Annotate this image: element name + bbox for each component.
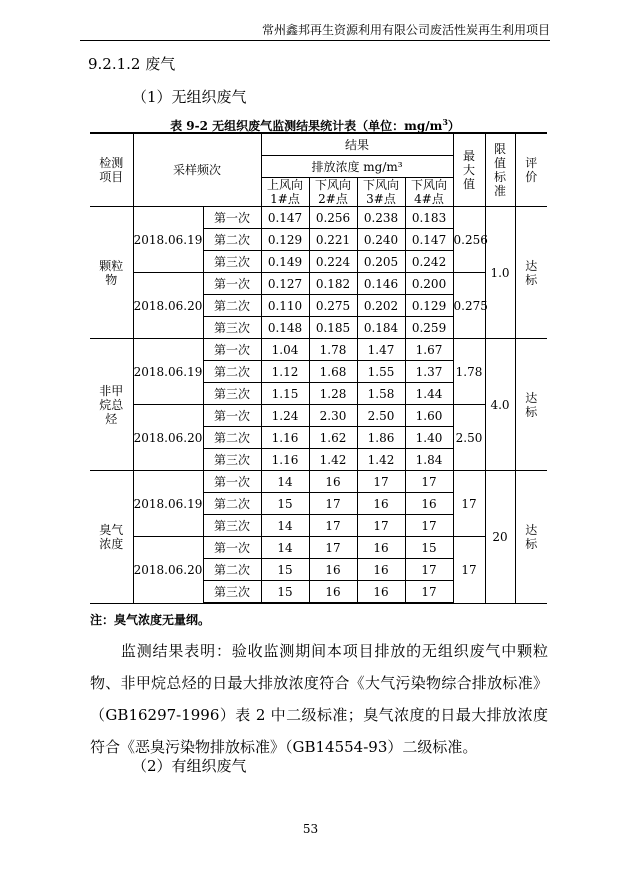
cell-frequency: 第二次 <box>203 559 261 581</box>
header-evaluation: 评价 <box>515 133 547 207</box>
cell-limit: 20 <box>485 471 515 604</box>
cell-value: 16 <box>309 559 357 581</box>
cell-value: 16 <box>309 471 357 493</box>
cell-limit: 1.0 <box>485 207 515 339</box>
section-title: 9.2.1.2 废气 <box>88 55 176 73</box>
cell-date: 2018.06.20 <box>133 405 203 471</box>
cell-value: 0.184 <box>357 317 405 339</box>
table-row <box>90 207 547 229</box>
table-row <box>90 273 547 295</box>
cell-value: 1.55 <box>357 361 405 383</box>
cell-frequency: 第二次 <box>203 493 261 515</box>
cell-value: 0.224 <box>309 251 357 273</box>
cell-value: 16 <box>405 493 453 515</box>
cell-item: 非甲烷总烃 <box>90 339 133 471</box>
cell-frequency: 第一次 <box>203 273 261 295</box>
cell-value: 0.110 <box>261 295 309 317</box>
cell-max: 0.275 <box>453 273 485 339</box>
cell-max: 17 <box>453 471 485 537</box>
cell-value: 0.259 <box>405 317 453 339</box>
cell-value: 1.37 <box>405 361 453 383</box>
cell-value: 0.183 <box>405 207 453 229</box>
cell-value: 16 <box>357 493 405 515</box>
header-point-2: 下风向2#点 <box>309 178 357 207</box>
cell-value: 0.129 <box>405 295 453 317</box>
page-number: 53 <box>302 822 319 836</box>
cell-value: 1.44 <box>405 383 453 405</box>
cell-frequency: 第三次 <box>203 317 261 339</box>
cell-date: 2018.06.20 <box>133 537 203 604</box>
cell-value: 1.47 <box>357 339 405 361</box>
page-header: 常州鑫邦再生资源利用有限公司废活性炭再生利用项目 <box>80 22 550 41</box>
cell-value: 0.148 <box>261 317 309 339</box>
cell-value: 0.202 <box>357 295 405 317</box>
cell-item: 臭气浓度 <box>90 471 133 604</box>
cell-max: 17 <box>453 537 485 604</box>
cell-value: 0.185 <box>309 317 357 339</box>
cell-frequency: 第三次 <box>203 383 261 405</box>
cell-value: 0.240 <box>357 229 405 251</box>
cell-value: 0.256 <box>309 207 357 229</box>
result-paragraph <box>90 635 548 763</box>
cell-date: 2018.06.20 <box>133 273 203 339</box>
header-max: 最大值 <box>453 133 485 207</box>
cell-value: 1.67 <box>405 339 453 361</box>
cell-value: 0.127 <box>261 273 309 295</box>
header-item: 检测项目 <box>90 133 133 207</box>
subsection-title-2: （2）有组织废气 <box>132 757 247 775</box>
cell-value: 0.147 <box>405 229 453 251</box>
cell-frequency: 第二次 <box>203 229 261 251</box>
cell-max: 0.256 <box>453 207 485 273</box>
cell-value: 0.275 <box>309 295 357 317</box>
cell-value: 0.182 <box>309 273 357 295</box>
cell-frequency: 第二次 <box>203 361 261 383</box>
cell-date: 2018.06.19 <box>133 207 203 273</box>
cell-value: 17 <box>309 493 357 515</box>
cell-value: 1.58 <box>357 383 405 405</box>
cell-value: 1.28 <box>309 383 357 405</box>
cell-value: 0.200 <box>405 273 453 295</box>
cell-frequency: 第三次 <box>203 449 261 471</box>
cell-value: 0.205 <box>357 251 405 273</box>
cell-item: 颗粒物 <box>90 207 133 339</box>
cell-value: 0.146 <box>357 273 405 295</box>
cell-frequency: 第三次 <box>203 251 261 273</box>
cell-value: 15 <box>261 493 309 515</box>
table-note: 注：臭气浓度无量纲。 <box>90 613 211 627</box>
cell-value: 17 <box>405 471 453 493</box>
cell-frequency: 第三次 <box>203 515 261 537</box>
cell-value: 17 <box>357 471 405 493</box>
cell-value: 1.15 <box>261 383 309 405</box>
cell-value: 1.84 <box>405 449 453 471</box>
cell-value: 15 <box>261 559 309 581</box>
cell-max: 2.50 <box>453 405 485 471</box>
table-row <box>90 405 547 427</box>
cell-date: 2018.06.19 <box>133 471 203 537</box>
cell-value: 1.86 <box>357 427 405 449</box>
cell-evaluation: 达标 <box>515 471 547 604</box>
cell-evaluation: 达标 <box>515 339 547 471</box>
cell-frequency: 第一次 <box>203 207 261 229</box>
cell-value: 16 <box>357 581 405 604</box>
header-frequency: 采样频次 <box>133 133 261 207</box>
cell-value: 17 <box>309 515 357 537</box>
cell-frequency: 第二次 <box>203 295 261 317</box>
table-row <box>90 471 547 493</box>
table-caption-prefix: 表 9-2 无组织废气监测结果统计表（单位：mg/m <box>170 119 443 133</box>
cell-value: 1.42 <box>309 449 357 471</box>
cell-frequency: 第一次 <box>203 405 261 427</box>
cell-value: 15 <box>405 537 453 559</box>
cell-value: 1.16 <box>261 449 309 471</box>
header-concentration: 排放浓度 mg/m³ <box>261 156 453 178</box>
cell-value: 14 <box>261 471 309 493</box>
cell-value: 0.242 <box>405 251 453 273</box>
cell-frequency: 第一次 <box>203 537 261 559</box>
cell-value: 1.12 <box>261 361 309 383</box>
header-point-1: 上风向1#点 <box>261 178 309 207</box>
result-paragraph-text: 监测结果表明：验收监测期间本项目排放的无组织废气中颗粒物、非甲烷总烃的日最大排放浓度符合《大气污染物综合排放标准》（GB16297-1996）表 2 中二级标准；臭气浓度的日最大排放浓度符合《恶臭污染物排放标准》（GB14554-93）二级标准。 <box>90 642 548 756</box>
cell-value: 0.129 <box>261 229 309 251</box>
cell-value: 14 <box>261 537 309 559</box>
cell-value: 17 <box>309 537 357 559</box>
cell-value: 1.62 <box>309 427 357 449</box>
cell-max: 1.78 <box>453 339 485 405</box>
cell-value: 0.147 <box>261 207 309 229</box>
table-caption-sup: 3 <box>442 117 448 127</box>
cell-evaluation: 达标 <box>515 207 547 339</box>
cell-value: 17 <box>405 559 453 581</box>
cell-value: 2.50 <box>357 405 405 427</box>
cell-frequency: 第一次 <box>203 339 261 361</box>
cell-frequency: 第三次 <box>203 581 261 604</box>
cell-value: 1.24 <box>261 405 309 427</box>
cell-frequency: 第二次 <box>203 427 261 449</box>
cell-value: 1.16 <box>261 427 309 449</box>
cell-value: 15 <box>261 581 309 604</box>
cell-date: 2018.06.19 <box>133 339 203 405</box>
cell-value: 16 <box>357 559 405 581</box>
cell-value: 16 <box>357 537 405 559</box>
header-result: 结果 <box>261 133 453 156</box>
cell-limit: 4.0 <box>485 339 515 471</box>
cell-value: 0.221 <box>309 229 357 251</box>
header-point-4: 下风向4#点 <box>405 178 453 207</box>
cell-value: 1.78 <box>309 339 357 361</box>
header-point-3: 下风向3#点 <box>357 178 405 207</box>
cell-value: 1.60 <box>405 405 453 427</box>
table-caption-suffix: ） <box>447 119 460 133</box>
table-row <box>90 537 547 559</box>
cell-value: 0.238 <box>357 207 405 229</box>
header-limit: 限值标准 <box>485 133 515 207</box>
cell-value: 1.68 <box>309 361 357 383</box>
cell-value: 1.40 <box>405 427 453 449</box>
cell-value: 14 <box>261 515 309 537</box>
cell-value: 1.04 <box>261 339 309 361</box>
cell-value: 1.42 <box>357 449 405 471</box>
cell-value: 0.149 <box>261 251 309 273</box>
cell-frequency: 第一次 <box>203 471 261 493</box>
cell-value: 17 <box>405 581 453 604</box>
cell-value: 2.30 <box>309 405 357 427</box>
cell-value: 17 <box>405 515 453 537</box>
cell-value: 16 <box>309 581 357 604</box>
subsection-title-1: （1）无组织废气 <box>132 88 247 106</box>
monitoring-table <box>90 132 547 604</box>
table-row <box>90 339 547 361</box>
cell-value: 17 <box>357 515 405 537</box>
